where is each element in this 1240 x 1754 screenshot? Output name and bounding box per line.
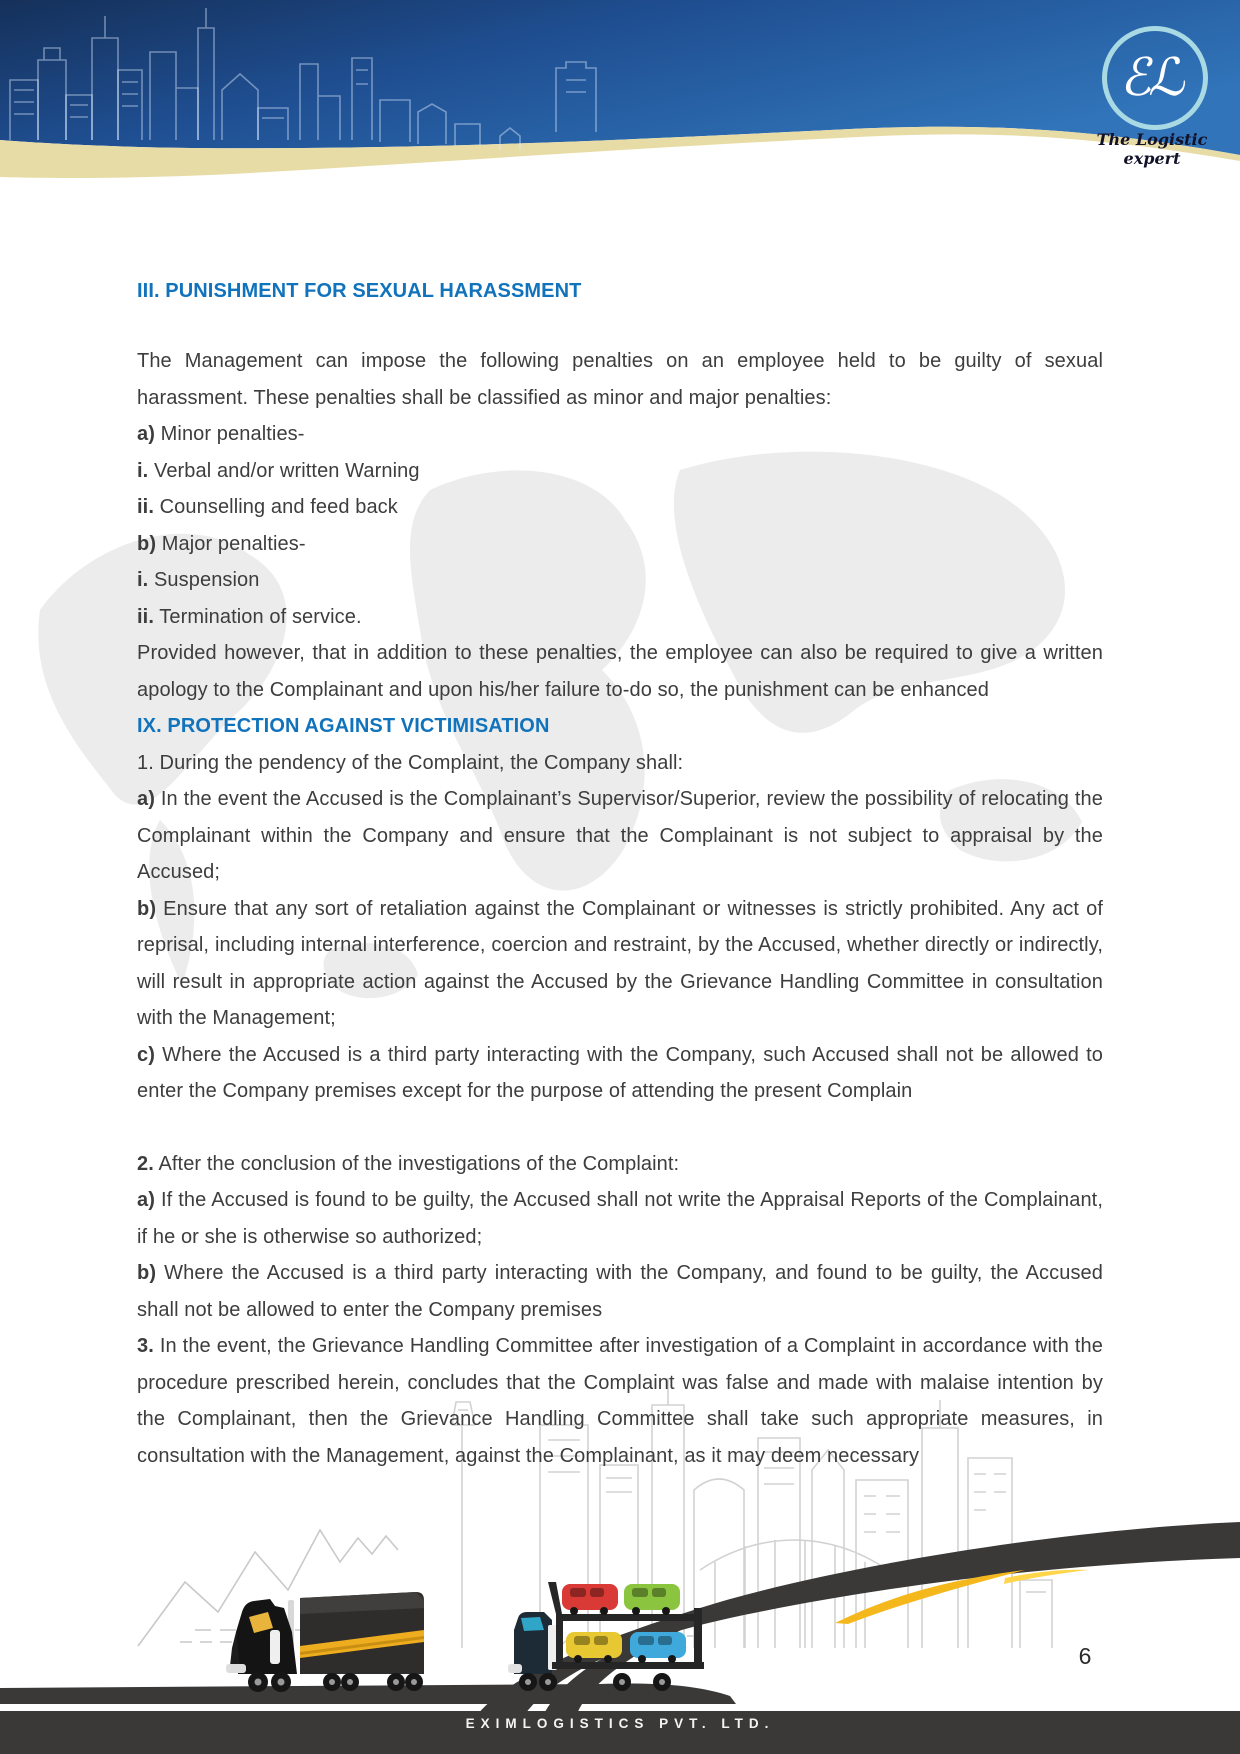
semi-truck-illustration-icon [226, 1592, 424, 1692]
paragraph: b) Ensure that any sort of retaliation against the Complainant or witnesses is strictly prohibited. Any act of reprisal, including internal interference, coercion and restraint, by the Accused, whether directly or indirectly, will result in appropriate action against the Accused by the Grievance Handling Committee in consultation with the Management; [137, 897, 1103, 1029]
list-marker: 2. [137, 1152, 154, 1175]
paragraph: 1. During the pendency of the Complaint, the Company shall: [137, 751, 684, 774]
list-marker: i. [137, 569, 149, 591]
list-marker: ii. [137, 496, 154, 518]
paragraph: 3. In the event, the Grievance Handling Committee after investigation of a Complaint in accordance with the procedure prescribed herein, concludes that the Complaint was false and made with malaise intention by the Complainant, then the Grievance Handling Committee shall take such appropriate measures, in consultation with the Management, against the Complainant, as it may deem necessary [137, 1335, 1103, 1467]
list-marker: b) [137, 532, 157, 555]
paragraph: i. Suspension [137, 569, 260, 591]
list-marker: ii. [137, 605, 154, 628]
logo-tagline: The Logistic expert [1096, 130, 1208, 168]
paragraph: 2. After the conclusion of the investigations of the Complaint: [137, 1152, 680, 1175]
paragraph: Provided however, that in addition to these penalties, the employee can also be required to give a written apology to the Complainant and upon his/her failure to-do so, the punishment can be enhanced [137, 642, 1103, 701]
paragraph: ii. Termination of service. [137, 605, 362, 628]
spacer [137, 1110, 1103, 1146]
company-logo [1102, 26, 1208, 130]
list-marker: 3. [137, 1335, 154, 1357]
paragraph: ii. Counselling and feed back [137, 496, 398, 518]
paragraph: i. Verbal and/or written Warning [137, 459, 420, 482]
paragraph: b) Where the Accused is a third party interacting with the Company, and found to be guilty, the Accused shall not be allowed to enter the Company premises [137, 1262, 1103, 1321]
list-marker: b) [137, 897, 157, 920]
paragraph: c) Where the Accused is a third party interacting with the Company, such Accused shall not be allowed to enter the Company premises except for the purpose of attending the present Complain [137, 1043, 1103, 1102]
header-banner [0, 0, 1240, 185]
logo-monogram: ℰℒ [1118, 48, 1188, 108]
document-blocks [137, 343, 1103, 1474]
paragraph: a) Minor penalties- [137, 423, 305, 445]
footer-company-name: EXIMLOGISTICS PVT. LTD. [465, 1716, 775, 1731]
paragraph: a) If the Accused is found to be guilty, the Accused shall not write the Appraisal Reports of the Complainant, if he or she is otherwise so authorized; [137, 1189, 1103, 1248]
header-banner-graphic [0, 0, 1240, 185]
page-number: 6 [1078, 1643, 1092, 1669]
section-heading: IX. PROTECTION AGAINST VICTIMISATION [137, 715, 550, 737]
paragraph: b) Major penalties- [137, 532, 306, 555]
paragraph: a) In the event the Accused is the Complainant’s Supervisor/Superior, review the possibility of relocating the Complainant within the Company and ensure that the Complainant is not subject to appraisal by the Accused; [137, 788, 1103, 883]
list-marker: c) [137, 1043, 155, 1066]
list-marker: i. [137, 459, 149, 482]
list-marker: a) [137, 788, 155, 810]
road-graphic [0, 1522, 1240, 1725]
list-marker: b) [137, 1262, 157, 1284]
section-heading: III. PUNISHMENT FOR SEXUAL HARASSMENT [137, 280, 582, 302]
list-marker: a) [137, 423, 155, 445]
list-marker: a) [137, 1189, 155, 1211]
paragraph: The Management can impose the following penalties on an employee held to be guilty of sexual harassment. These penalties shall be classified as minor and major penalties: [137, 350, 1103, 409]
document-body [137, 277, 1103, 1474]
